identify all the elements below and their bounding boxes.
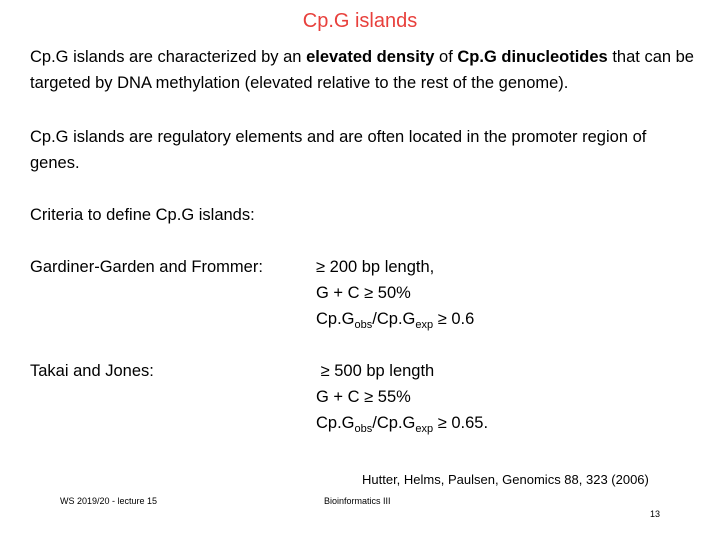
criterion-length: ≥ 500 bp length (316, 362, 435, 380)
criterion-values-gardiner (316, 254, 474, 338)
ratio-sub-obs: obs (354, 319, 373, 331)
criterion-gc: G + C ≥ 50% (316, 284, 411, 302)
criterion-length: ≥ 200 bp length, (316, 258, 435, 276)
slide-title: Cp.G islands (302, 10, 418, 32)
criterion-ratio (316, 410, 488, 442)
ratio-b: /Cp.G (372, 310, 416, 328)
ratio-sub-obs: obs (354, 423, 373, 435)
definition-text-1: Cp.G islands are characterized by an (30, 48, 307, 66)
definition-bold-2: Cp.G dinucleotides (457, 48, 608, 66)
criterion-name-gardiner: Gardiner-Garden and Frommer: (30, 258, 263, 276)
ratio-threshold: ≥ 0.65. (433, 414, 489, 432)
footer-course: Bioinformatics III (324, 496, 391, 506)
criterion-name-takai: Takai and Jones: (30, 362, 154, 380)
ratio-a: Cp.G (316, 310, 355, 328)
paragraph-definition (30, 44, 700, 96)
definition-text-2: of (434, 48, 458, 66)
definition-text-3: that can be targeted by DNA methylation (elevated relative to the rest of the genome). (30, 48, 694, 92)
ratio-sub-exp: exp (415, 319, 434, 331)
footer-lecture: WS 2019/20 - lecture 15 (60, 496, 158, 506)
ratio-b: /Cp.G (372, 414, 416, 432)
ratio-threshold: ≥ 0.6 (433, 310, 475, 328)
paragraph-regulatory: Cp.G islands are regulatory elements and are often located in the promoter region of genes. (30, 128, 647, 172)
ratio-sub-exp: exp (415, 423, 434, 435)
reference-citation: Hutter, Helms, Paulsen, Genomics 88, 323 (2006) (362, 472, 649, 487)
page-number: 13 (650, 509, 661, 519)
criterion-values-takai (316, 358, 488, 442)
criterion-ratio (316, 306, 474, 338)
ratio-a: Cp.G (316, 414, 355, 432)
paragraph-criteria-heading: Criteria to define Cp.G islands: (30, 206, 255, 224)
criterion-gc: G + C ≥ 55% (316, 388, 411, 406)
definition-bold-1: elevated density (306, 48, 435, 66)
